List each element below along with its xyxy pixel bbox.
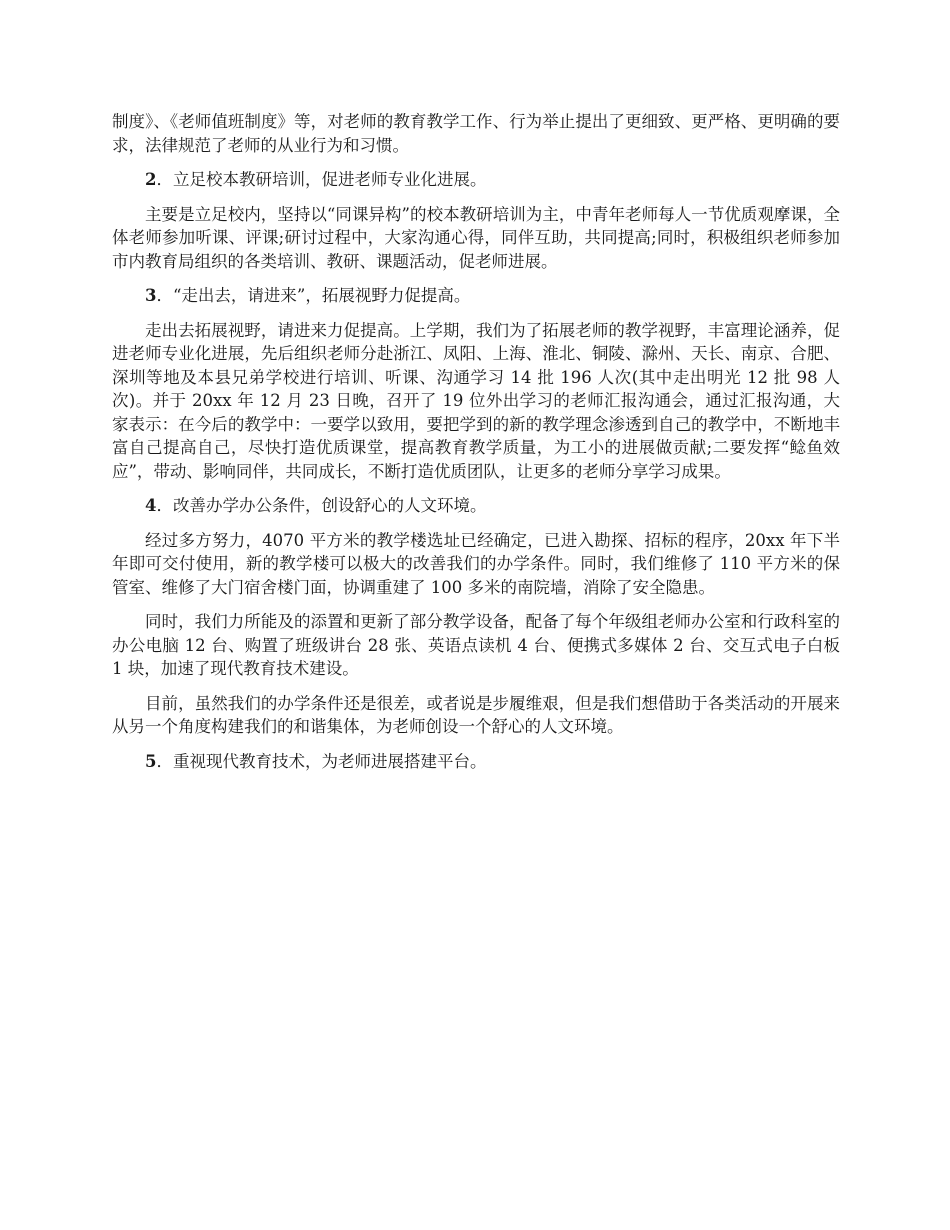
section-heading-text: ．改善办学办公条件，创设舒心的人文环境。 (156, 496, 487, 515)
section-heading-text: ．立足校本教研培训，促进老师专业化进展。 (156, 170, 487, 189)
paragraph: 目前，虽然我们的办学条件还是很差，或者说是步履维艰，但是我们想借助于各类活动的开展来从另一个角度构建我们的和谐集体，为老师创设一个舒心的人文环境。 (112, 693, 840, 736)
section-number: 4 (145, 496, 157, 515)
section-heading-2 (112, 168, 840, 192)
section-heading-3 (112, 284, 840, 308)
section-number: 3 (145, 286, 157, 305)
section-number: 5 (145, 751, 157, 771)
paragraph: 经过多方努力，4070 平方米的教学楼选址已经确定，已进入勘探、招标的程序，20xx 年下半年即可交付使用，新的教学楼可以极大的改善我们的办学条件。同时，我们维修了 110 平方米的保管室、维修了大门宿舍楼门面，协调重建了 100 多米的南院墙，消除了安全隐患。 (112, 530, 840, 597)
paragraph: 走出去拓展视野，请进来力促提高。上学期，我们为了拓展老师的教学视野，丰富理论涵养，促进老师专业化进展，先后组织老师分赴浙江、凤阳、上海、淮北、铜陵、滁州、天长、南京、合肥、深圳等地及本县兄弟学校进行培训、听课、沟通学习 14 批 196 人次(其中走出明光 12 批 98 人次)。并于 20xx 年 12 月 23 日晚，召开了 19 位外出学习的老师汇报沟通会，通过汇报沟通，大家表示：在今后的教学中：一要学以致用，要把学到的新的教学理念渗透到自己的教学中，不断地丰富自己提高自己，尽快打造优质课堂，提高教育教学质量，为工小的进展做贡献;二要发挥“鲶鱼效应”，带动、影响同伴，共同成长，不断打造优质团队，让更多的老师分享学习成果。 (112, 320, 840, 481)
paragraph: 主要是立足校内，坚持以“同课异构”的校本教研培训为主，中青年老师每人一节优质观摩课，全体老师参加听课、评课;研讨过程中，大家沟通心得，同伴互助，共同提高;同时，积极组织老师参加市内教育局组织的各类培训、教研、课题活动，促老师进展。 (112, 204, 840, 271)
section-heading-text: ．“走出去，请进来”，拓展视野力促提高。 (156, 286, 471, 305)
paragraph-continuation: 制度》、《老师值班制度》等，对老师的教育教学工作、行为举止提出了更细致、更严格、更明确的要求，法律规范了老师的从业行为和习惯。 (112, 112, 840, 155)
section-heading-text: ．重视现代教育技术，为老师进展搭建平台。 (156, 751, 487, 771)
section-heading-5 (112, 750, 840, 774)
section-number: 2 (145, 170, 157, 189)
section-heading-4 (112, 494, 840, 518)
document-page (112, 110, 840, 784)
paragraph: 同时，我们力所能及的添置和更新了部分教学设备，配备了每个年级组老师办公室和行政科室的办公电脑 12 台、购置了班级讲台 28 张、英语点读机 4 台、便携式多媒体 2 台、交互式电子白板 1 块，加速了现代教育技术建设。 (112, 612, 840, 678)
